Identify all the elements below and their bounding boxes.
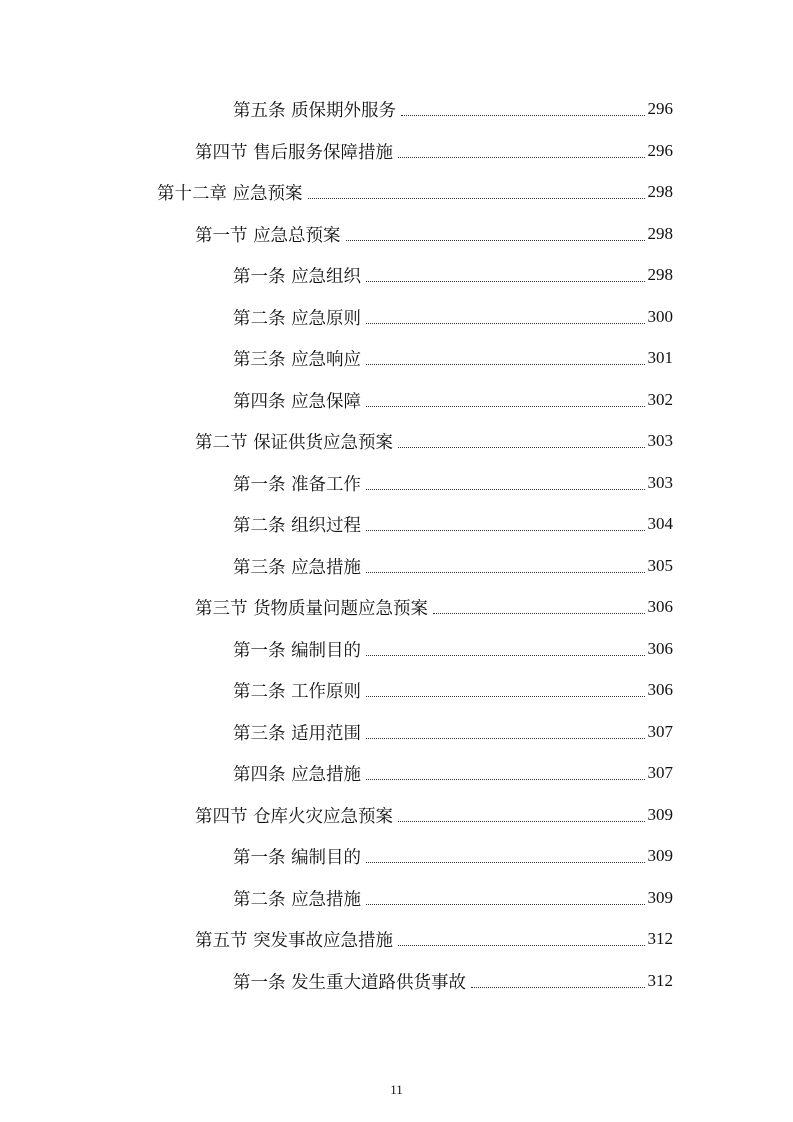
toc-entry-page: 305 [647,556,673,575]
toc-entry-label: 第二条 组织过程 [233,515,362,536]
toc-entry[interactable] [233,839,673,873]
leader-dots [366,738,644,739]
toc-entry-label: 第五节 突发事故应急措施 [195,930,394,951]
toc-entry[interactable] [195,424,673,458]
toc-entry-page: 303 [647,431,673,450]
toc-entry-page: 306 [647,680,673,699]
toc-entry-page: 298 [647,182,673,201]
toc-entry-label: 第三条 应急响应 [233,349,362,370]
leader-dots [366,779,644,780]
toc-entry-label: 第四节 售后服务保障措施 [195,142,394,163]
toc-entry[interactable] [233,715,673,749]
toc-entry[interactable] [195,590,673,624]
leader-dots [401,115,644,116]
leader-dots [366,323,644,324]
toc-entry[interactable] [233,507,673,541]
toc-entry-page: 296 [647,99,673,118]
toc-entry-page: 302 [647,390,673,409]
toc-entry[interactable] [233,92,673,126]
toc-entry[interactable] [233,964,673,998]
leader-dots [398,157,644,158]
toc-entry-page: 309 [647,846,673,865]
toc-entry[interactable] [195,217,673,251]
leader-dots [366,862,644,863]
toc-entry-page: 309 [647,888,673,907]
toc-entry-page: 303 [647,473,673,492]
toc-entry-label: 第二条 工作原则 [233,681,362,702]
toc-entry-label: 第一节 应急总预案 [195,225,341,246]
leader-dots [366,364,644,365]
toc-entry-label: 第十二章 应急预案 [157,183,303,204]
leader-dots [366,530,644,531]
leader-dots [366,489,644,490]
leader-dots [398,447,644,448]
leader-dots [398,821,644,822]
toc-entry[interactable] [157,175,673,209]
toc-entry[interactable] [233,756,673,790]
toc-entry[interactable] [233,632,673,666]
leader-dots [366,572,644,573]
toc-entry[interactable] [195,798,673,832]
leader-dots [433,613,644,614]
toc-entry[interactable] [233,300,673,334]
toc-entry-page: 307 [647,763,673,782]
toc-entry[interactable] [195,922,673,956]
toc-entry-page: 306 [647,597,673,616]
toc-entry-page: 300 [647,307,673,326]
toc-entry[interactable] [233,466,673,500]
page-number: 11 [390,1082,403,1097]
toc-entry[interactable] [195,134,673,168]
toc-entry-label: 第一条 应急组织 [233,266,362,287]
toc-entry[interactable] [233,673,673,707]
leader-dots [398,945,644,946]
toc-entry-label: 第三条 应急措施 [233,557,362,578]
toc-entry-page: 307 [647,722,673,741]
toc-entry-label: 第四条 应急保障 [233,391,362,412]
toc-entry-page: 296 [647,141,673,160]
toc-entry-page: 298 [647,265,673,284]
toc-entry-label: 第一条 准备工作 [233,474,362,495]
leader-dots [366,904,644,905]
leader-dots [366,655,644,656]
toc-entry-label: 第一条 发生重大道路供货事故 [233,972,467,993]
toc-entry-page: 298 [647,224,673,243]
toc-entry-page: 304 [647,514,673,533]
toc-entry-page: 312 [647,971,673,990]
toc-entry-label: 第二条 应急措施 [233,889,362,910]
toc-entry-page: 306 [647,639,673,658]
toc-entry-label: 第五条 质保期外服务 [233,100,397,121]
toc-entry-label: 第二节 保证供货应急预案 [195,432,394,453]
toc-entry-label: 第四条 应急措施 [233,764,362,785]
toc-entry[interactable] [233,341,673,375]
toc-entry[interactable] [233,383,673,417]
leader-dots [346,240,645,241]
leader-dots [366,406,644,407]
toc-entry[interactable] [233,549,673,583]
toc-entry-page: 309 [647,805,673,824]
leader-dots [471,987,644,988]
leader-dots [366,696,644,697]
toc-entry-page: 312 [647,929,673,948]
leader-dots [308,198,645,199]
toc-entry[interactable] [233,258,673,292]
toc-entry-label: 第二条 应急原则 [233,308,362,329]
toc-entry-label: 第三节 货物质量问题应急预案 [195,598,429,619]
toc-entry-label: 第一条 编制目的 [233,640,362,661]
toc-entry-label: 第四节 仓库火灾应急预案 [195,806,394,827]
toc-entry-label: 第三条 适用范围 [233,723,362,744]
toc-entry-label: 第一条 编制目的 [233,847,362,868]
toc-entry-page: 301 [647,348,673,367]
toc-entry[interactable] [233,881,673,915]
leader-dots [366,281,644,282]
